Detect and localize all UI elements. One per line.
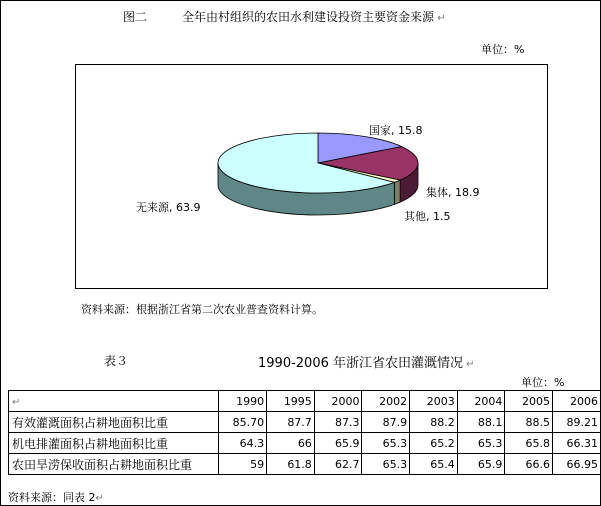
return-mark-icon: ↵	[12, 397, 21, 408]
table-cell: 65.4	[410, 454, 458, 475]
return-mark-icon: ↵	[434, 13, 446, 24]
figure-title: 全年由村组织的农田水利建设投资主要资金来源 ↵	[182, 10, 446, 24]
table-row	[9, 412, 601, 433]
table-cell: 88.2	[410, 412, 458, 433]
table-cell: 65.3	[362, 454, 410, 475]
figure-number: 图二	[123, 10, 148, 24]
table-cell: 66.6	[505, 454, 553, 475]
year-header: 2002	[362, 391, 410, 412]
table-cell: 65.8	[505, 433, 553, 454]
pie-top-slices	[218, 133, 418, 193]
table-cell: 66.95	[553, 454, 601, 475]
header-blank-cell	[9, 391, 219, 412]
pie-label-jiti: 集体, 18.9	[426, 186, 480, 199]
table-cell: 88.1	[457, 412, 505, 433]
table-cell: 66	[267, 433, 315, 454]
table-cell: 65.3	[362, 433, 410, 454]
table-source: 资料来源：同表 2↵	[8, 491, 104, 504]
figure-unit: 单位：%	[481, 43, 525, 56]
row-label: 农田旱涝保收面积占耕地面积比重	[9, 454, 219, 475]
table-cell: 65.9	[457, 454, 505, 475]
pie-chart	[76, 65, 547, 288]
return-mark-icon: ↵	[95, 493, 104, 504]
table-cell: 64.3	[219, 433, 267, 454]
year-header: 1995	[267, 391, 315, 412]
table-row	[9, 433, 601, 454]
row-label: 有效灌溉面积占耕地面积比重	[9, 412, 219, 433]
pie-side-2	[394, 180, 400, 204]
year-header: 2004	[457, 391, 505, 412]
table-cell: 65.2	[410, 433, 458, 454]
table-cell: 87.9	[362, 412, 410, 433]
figure-source: 资料来源：根据浙江省第二次农业普查资料计算。	[81, 303, 323, 316]
table-cell: 62.7	[314, 454, 362, 475]
year-header: 2005	[505, 391, 553, 412]
table-row	[9, 454, 601, 475]
pie-label-qita: 其他, 1.5	[404, 210, 451, 223]
row-label: 机电排灌面积占耕地面积比重	[9, 433, 219, 454]
table-cell: 85.70	[219, 412, 267, 433]
table-number: 表３	[104, 354, 129, 368]
year-header: 2000	[314, 391, 362, 412]
year-header: 2006	[553, 391, 601, 412]
table-cell: 88.5	[505, 412, 553, 433]
pie-label-guojia: 国家, 15.8	[369, 124, 423, 137]
pie-chart-box	[75, 64, 548, 289]
irrigation-table	[8, 390, 601, 475]
table-cell: 65.3	[457, 433, 505, 454]
table-cell: 66.31	[553, 433, 601, 454]
table-cell: 61.8	[267, 454, 315, 475]
table-header-row	[9, 391, 601, 412]
table-cell: 89.21	[553, 412, 601, 433]
table-cell: 65.9	[314, 433, 362, 454]
year-header: 2003	[410, 391, 458, 412]
table-unit: 单位：%	[521, 376, 565, 389]
year-header: 1990	[219, 391, 267, 412]
table-title: 1990-2006 年浙江省农田灌溉情况 ↵	[258, 356, 475, 371]
pie-label-wulaiyuan: 无来源, 63.9	[136, 201, 201, 214]
table-cell: 87.7	[267, 412, 315, 433]
table-cell: 87.3	[314, 412, 362, 433]
table-cell: 59	[219, 454, 267, 475]
return-mark-icon: ↵	[463, 359, 475, 370]
